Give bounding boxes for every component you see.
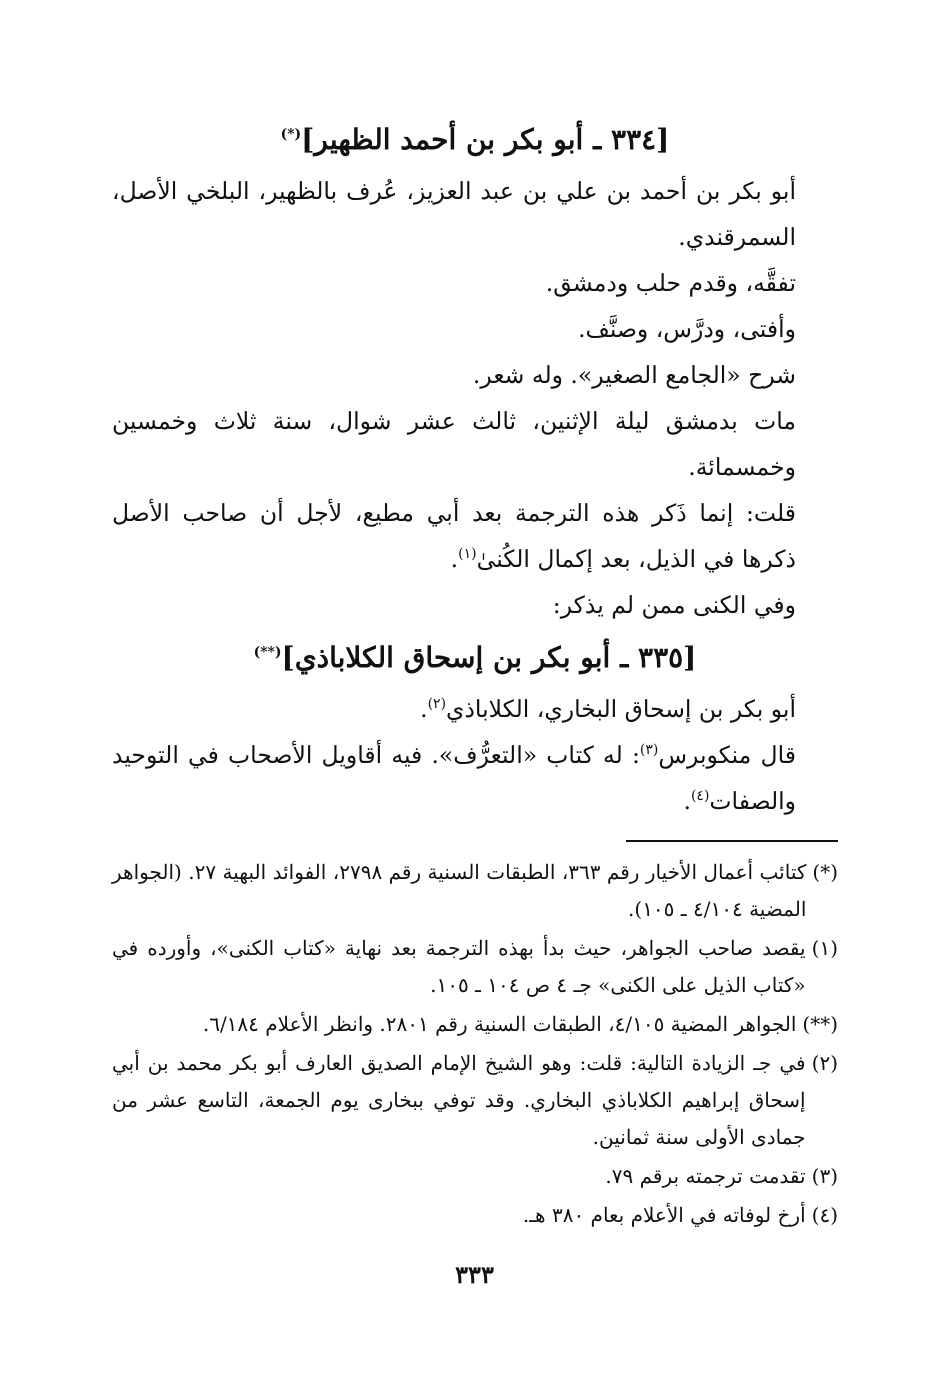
entry-title-335 — [112, 636, 838, 680]
quote-end: . — [683, 787, 691, 815]
entry-quote — [112, 732, 838, 824]
footnote-item — [112, 1006, 838, 1043]
footnote-text: في جـ الزيادة التالية: قلت: وهو الشيخ الإمام الصديق العارف أبو بكر محمد بن أبي إسحاق إبراهيم الكلاباذي البخاري. وقد توفي ببخارى يوم الجمعة، التاسع عشر من جمادى الأولى سنة ثمانين. — [112, 1051, 806, 1149]
entry-paragraph: وأفتى، ودرَّس، وصنَّف. — [578, 315, 796, 343]
name-end: . — [420, 695, 428, 723]
author-remark — [112, 490, 838, 582]
entry-paragraph: مات بدمشق ليلة الإثنين، ثالث عشر شوال، سنة ثلاث وخمسين وخمسمائة. — [112, 407, 796, 481]
footnote-marker: (٣) — [811, 1164, 838, 1188]
footnote-ref: (١) — [458, 546, 477, 563]
entry-paragraph: وفي الكنى ممن لم يذكر: — [552, 591, 796, 619]
footnote-text: أرخ لوفاته في الأعلام بعام ٣٨٠ هـ. — [522, 1203, 806, 1227]
quote-part-2: : له كتاب «التعرُّف». فيه أقاويل الأصحاب في التوحيد والصفات — [112, 741, 796, 815]
entry-name-line — [112, 686, 838, 732]
footnote-text: يقصد صاحب الجواهر، حيث بدأ بهذه الترجمة بعد نهاية «كتاب الكنى»، وأورده في «كتاب الذيل على الكنى» جـ ٤ ص ١٠٤ ـ ١٠٥. — [112, 936, 806, 997]
footnote-ref: (٢) — [427, 696, 447, 713]
footnote-marker: (*) — [812, 860, 838, 884]
quote-part-1: قال منكوبرس — [658, 741, 796, 769]
remark-end: . — [450, 545, 459, 573]
entry-title-text: [٣٣٤ ـ أبو بكر بن أحمد الظهير] — [301, 123, 670, 156]
footnote-marker: (٢) — [811, 1051, 838, 1075]
entry-paragraph: تفقَّه، وقدم حلب ودمشق. — [545, 269, 796, 297]
footnote-text: تقدمت ترجمته برقم ٧٩. — [605, 1164, 806, 1188]
footnote-item — [112, 1045, 838, 1156]
footnote-ref: (٤) — [690, 788, 710, 805]
footnote-ref: (٣) — [639, 742, 659, 759]
title-footnote-marker: (*) — [280, 126, 302, 143]
name-text: أبو بكر بن إسحاق البخاري، الكلاباذي — [446, 695, 796, 723]
footnotes — [112, 854, 838, 1234]
title-footnote-marker: (**) — [253, 644, 282, 661]
footnote-item — [112, 930, 838, 1004]
entry-title-text: [٣٣٥ ـ أبو بكر بن إسحاق الكلاباذي] — [281, 641, 697, 674]
footnote-marker: (**) — [802, 1012, 838, 1036]
footnote-text: كتائب أعمال الأخيار رقم ٣٦٣، الطبقات السنية رقم ٢٧٩٨، الفوائد البهية ٢٧. (الجواهر المضية ٤/١٠٤ ـ ١٠٥). — [112, 860, 807, 921]
book-page — [112, 118, 838, 1236]
page-number: ٣٣٣ — [455, 1260, 494, 1289]
entry-title-334 — [112, 118, 838, 162]
remark-text: قلت: إنما ذَكر هذه الترجمة بعد أبي مطيع، لأجل أن صاحب الأصل ذكرها في الذيل، بعد إكمال الكُنىٰ — [112, 499, 796, 573]
footnote-separator — [626, 840, 838, 842]
entry-paragraph: أبو بكر بن أحمد بن علي بن عبد العزيز، عُرف بالظهير، البلخي الأصل، السمرقندي. — [112, 177, 796, 251]
footnote-item — [112, 1158, 838, 1195]
footnote-item — [112, 854, 838, 928]
footnote-item — [112, 1197, 838, 1234]
footnote-marker: (٤) — [811, 1203, 838, 1227]
footnote-marker: (١) — [811, 936, 838, 960]
footnote-text: الجواهر المضية ٤/١٠٥، الطبقات السنية رقم ٢٨٠١. وانظر الأعلام ٦/١٨٤. — [202, 1012, 797, 1036]
entry-paragraph: شرح «الجامع الصغير». وله شعر. — [472, 361, 796, 389]
